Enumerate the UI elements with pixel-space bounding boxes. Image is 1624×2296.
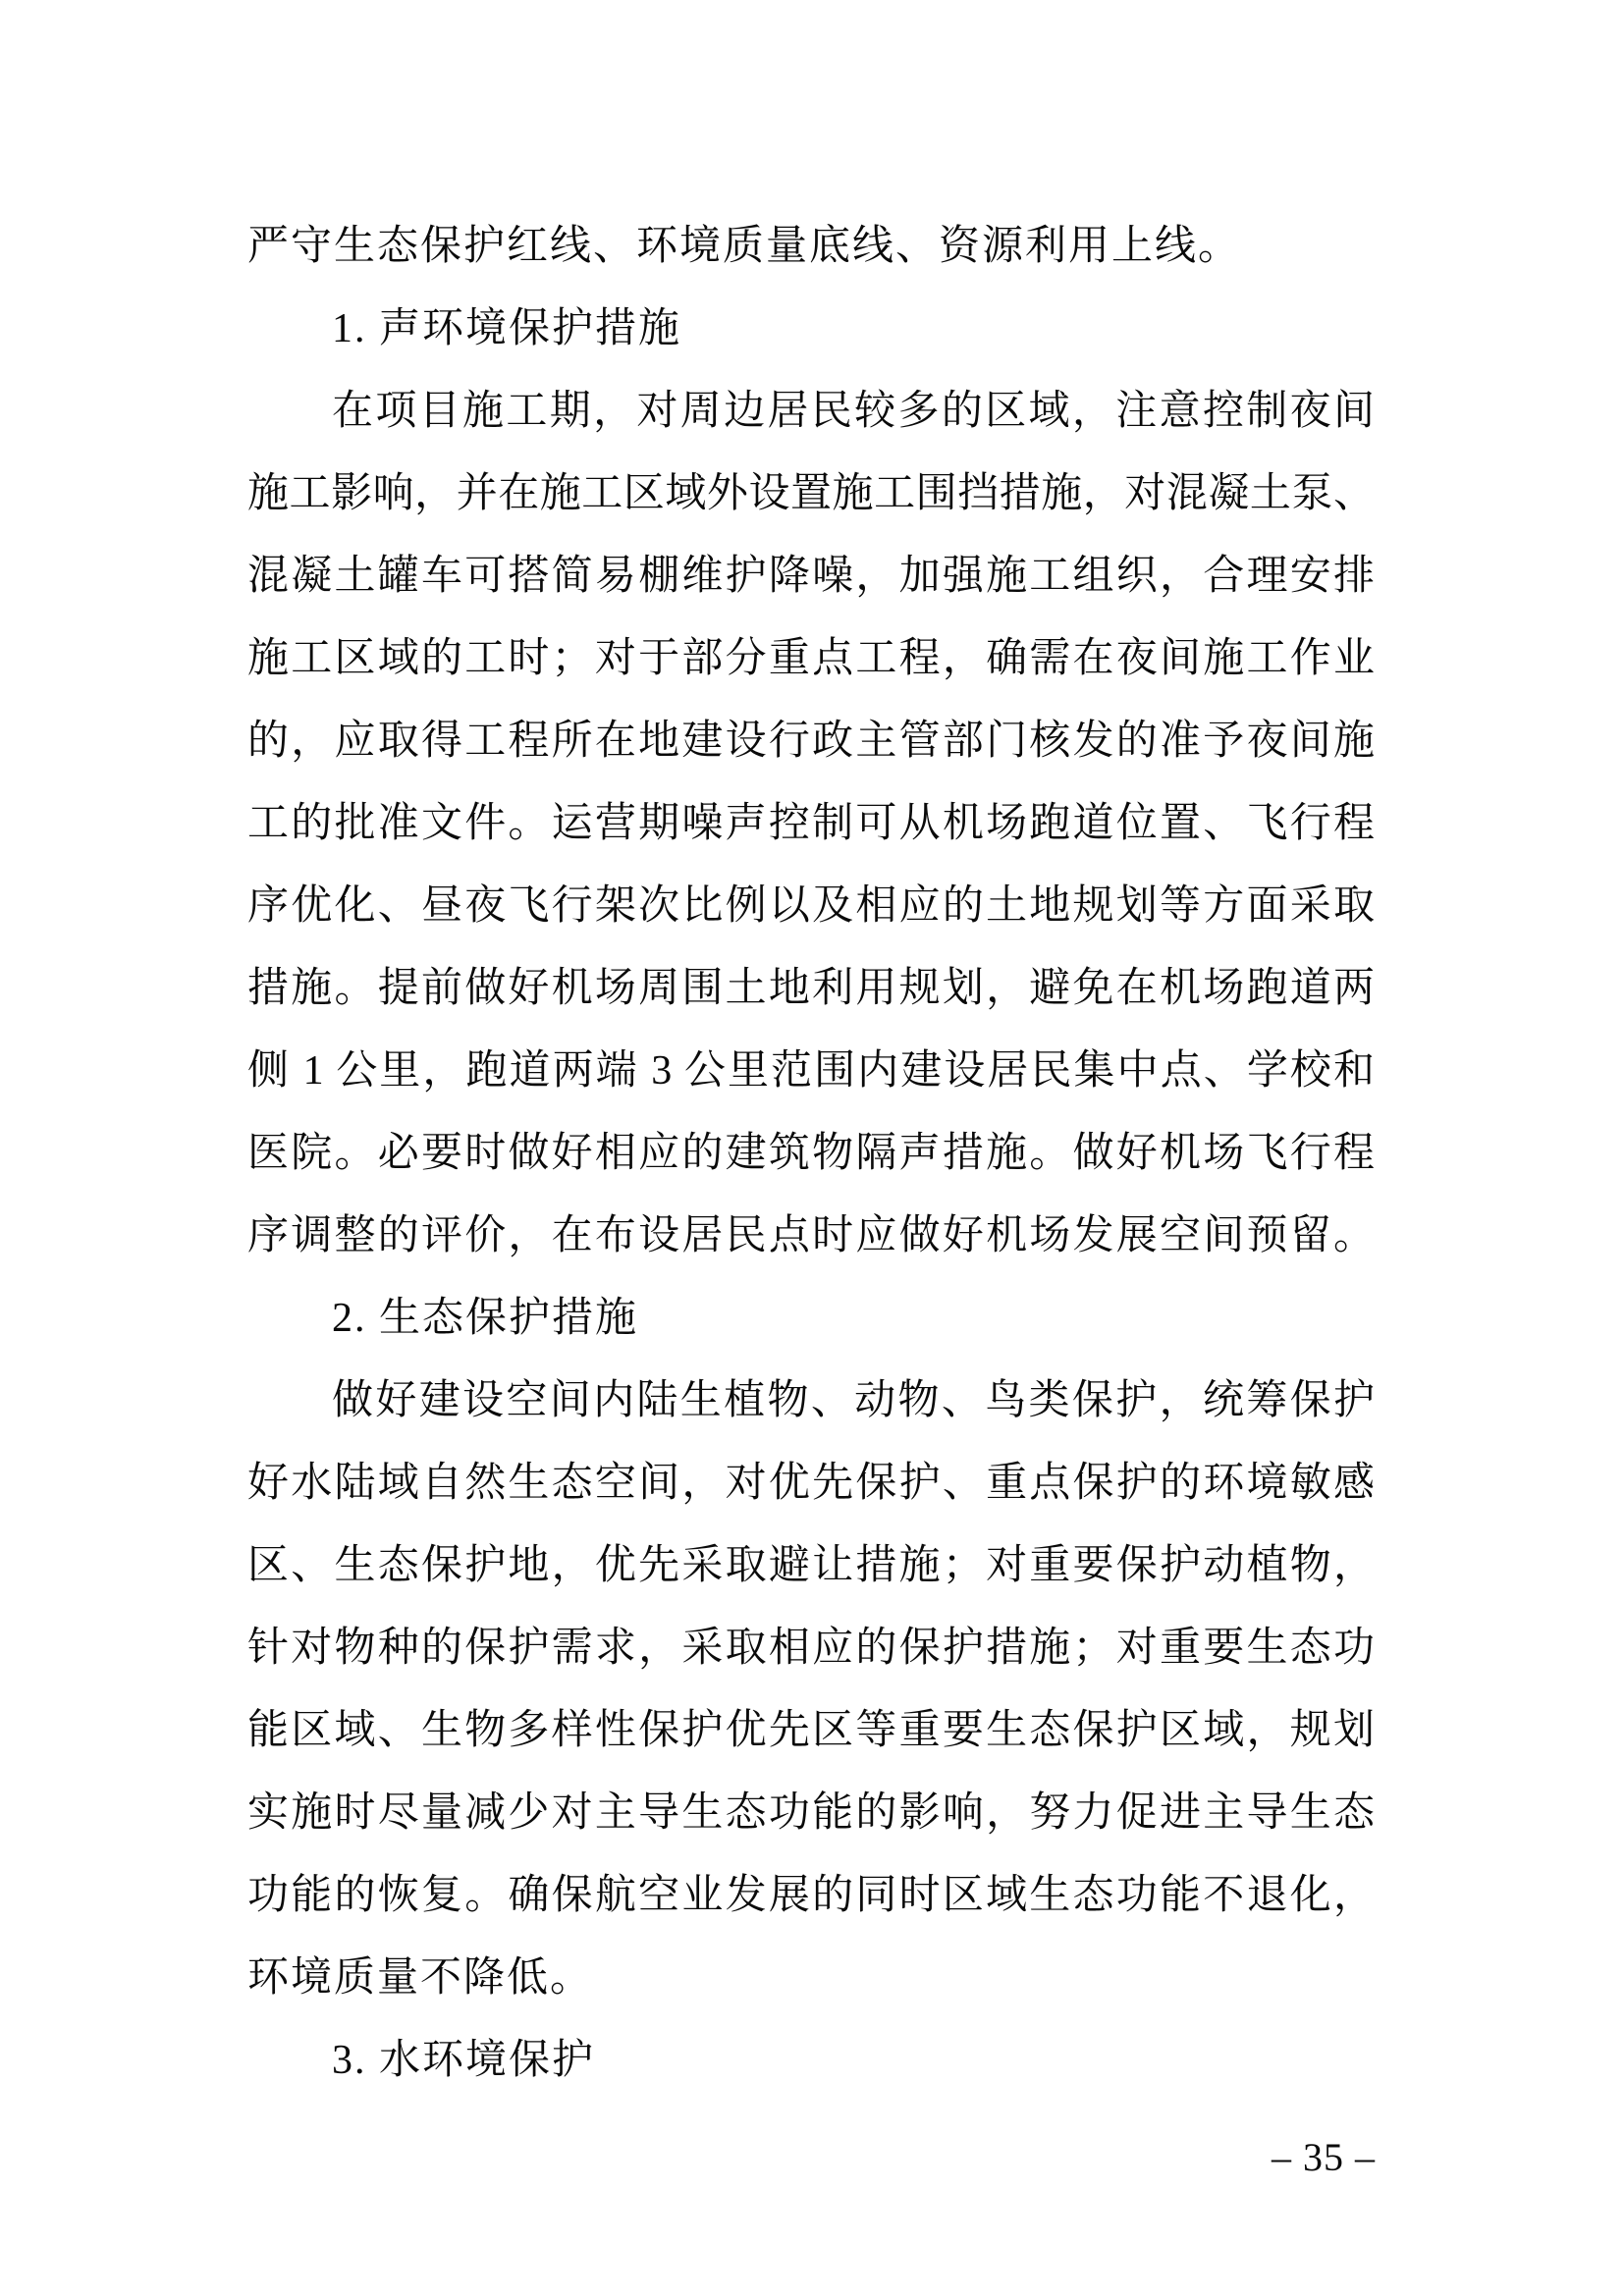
text-line: 功能的恢复。确保航空业发展的同时区域生态功能不退化， — [247, 1873, 1375, 1918]
text-line: 严守生态保护红线、环境质量底线、资源利用上线。 — [247, 224, 1242, 269]
text-line: 环境质量不降低。 — [247, 1955, 594, 2001]
document-text-block — [247, 205, 1375, 2102]
text-line: 工的批准文件。运营期噪声控制可从机场跑道位置、飞行程 — [247, 801, 1375, 846]
text-line: 医院。必要时做好相应的建筑物隔声措施。做好机场飞行程 — [247, 1131, 1375, 1176]
section-heading: 1. 声环境保护措施 — [332, 306, 682, 351]
text-line: 施工区域的工时；对于部分重点工程，确需在夜间施工作业 — [247, 636, 1375, 681]
text-line: 侧 1 公里，跑道两端 3 公里范围内建设居民集中点、学校和 — [247, 1048, 1375, 1094]
section-heading: 3. 水环境保护 — [332, 2038, 596, 2083]
text-line: 施工影响，并在施工区域外设置施工围挡措施，对混凝土泵、 — [247, 471, 1375, 516]
text-line: 措施。提前做好机场周围土地利用规划，避免在机场跑道两 — [247, 966, 1375, 1011]
text-line: 在项目施工期，对周边居民较多的区域，注意控制夜间 — [332, 389, 1375, 434]
section-heading: 2. 生态保护措施 — [332, 1296, 639, 1341]
text-line: 序优化、昼夜飞行架次比例以及相应的土地规划等方面采取 — [247, 883, 1375, 929]
text-line: 做好建设空间内陆生植物、动物、鸟类保护，统筹保护 — [332, 1378, 1375, 1423]
text-line: 区、生态保护地，优先采取避让措施；对重要保护动植物， — [247, 1543, 1375, 1588]
text-line: 好水陆域自然生态空间，对优先保护、重点保护的环境敏感 — [247, 1461, 1375, 1506]
text-line: 混凝土罐车可搭简易棚维护降噪，加强施工组织，合理安排 — [247, 554, 1375, 599]
text-line: 针对物种的保护需求，采取相应的保护措施；对重要生态功 — [247, 1626, 1375, 1671]
text-line: 的，应取得工程所在地建设行政主管部门核发的准予夜间施 — [247, 719, 1375, 764]
text-line: 实施时尽量减少对主导生态功能的影响，努力促进主导生态 — [247, 1790, 1375, 1836]
text-line: 能区域、生物多样性保护优先区等重要生态保护区域，规划 — [247, 1708, 1375, 1753]
page-number: – 35 – — [1272, 2135, 1376, 2179]
text-line: 序调整的评价，在布设居民点时应做好机场发展空间预留。 — [247, 1213, 1375, 1258]
